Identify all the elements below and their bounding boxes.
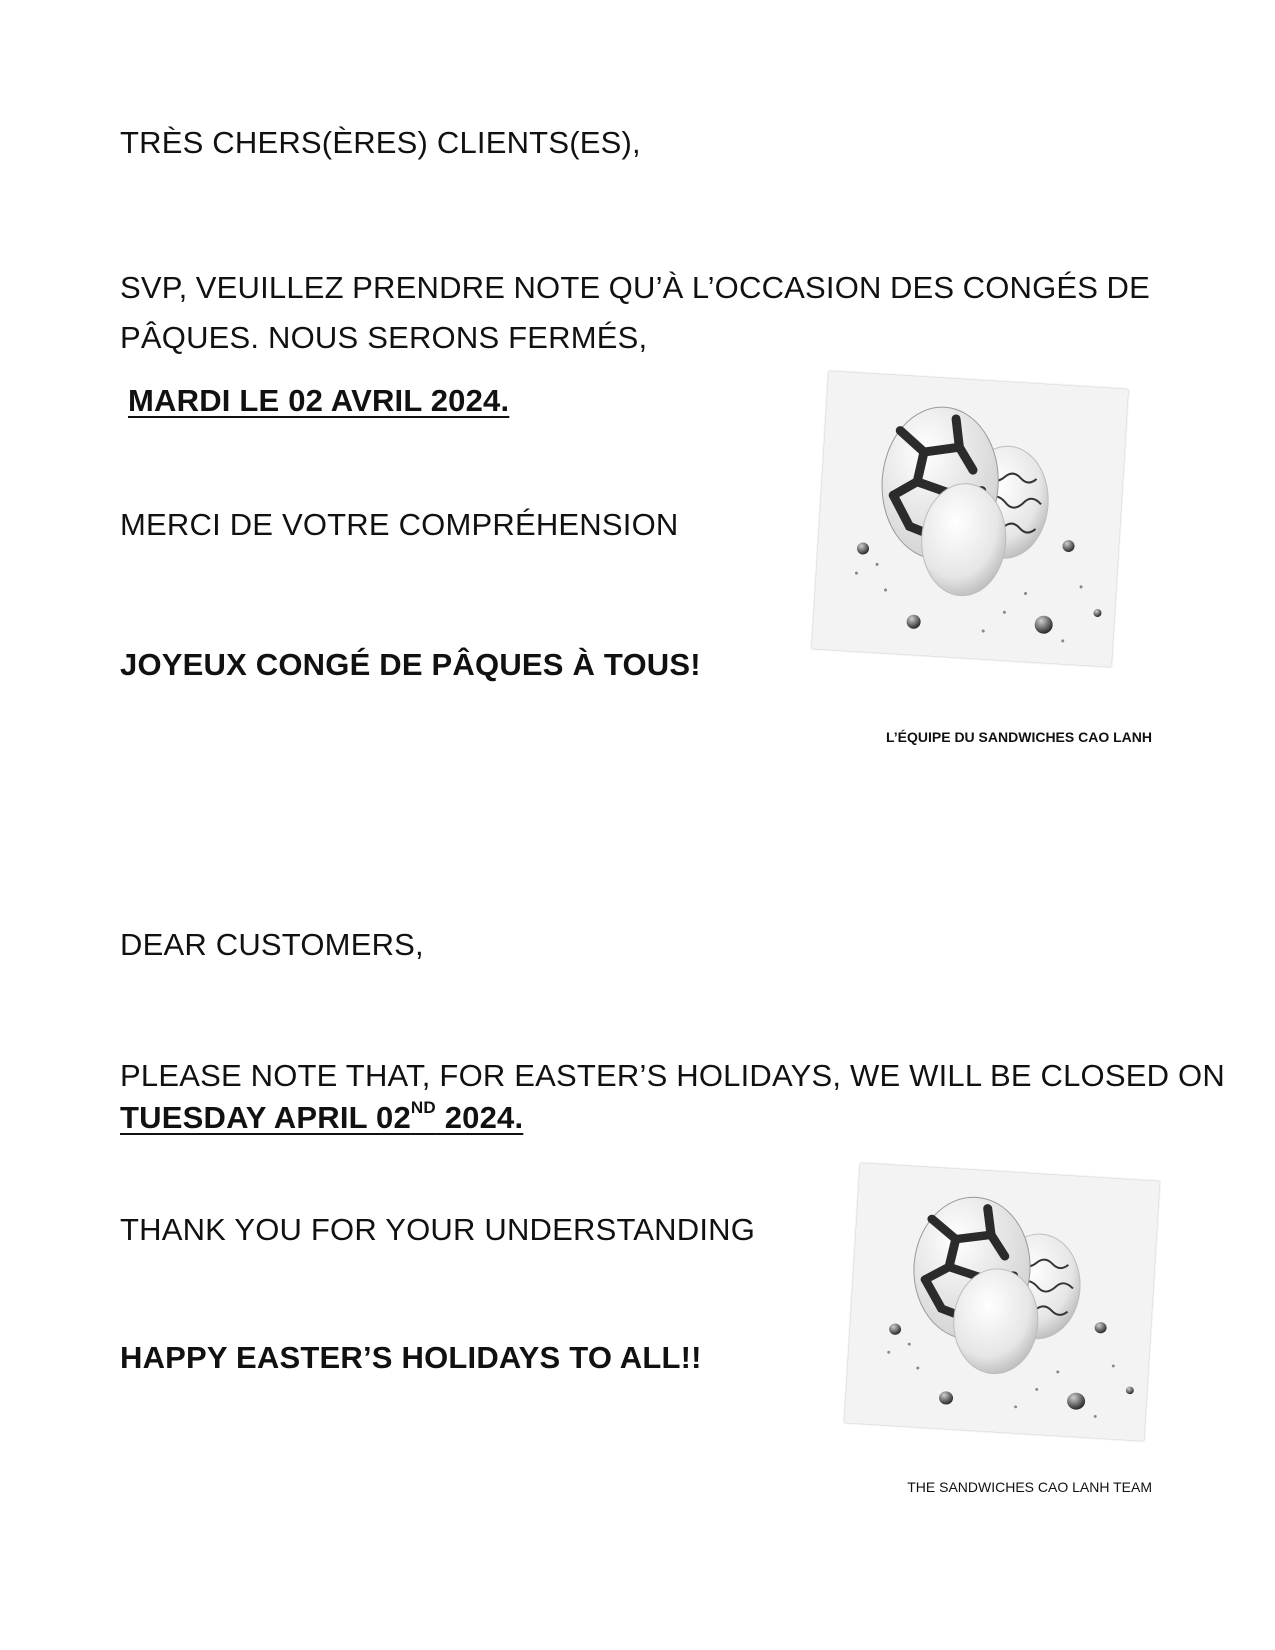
closed-date-prefix: TUESDAY APRIL 02 (120, 1100, 411, 1135)
english-signature: THE SANDWICHES CAO LANH TEAM (907, 1479, 1152, 1495)
english-thanks: THANK YOU FOR YOUR UNDERSTANDING (120, 1212, 756, 1247)
notice-word: SVP, (120, 270, 188, 305)
notice-word: PRENDRE (352, 270, 506, 305)
french-wishes: JOYEUX CONGÉ DE PÂQUES À TOUS! (120, 647, 701, 682)
notice-word: DE (1106, 270, 1150, 305)
french-signature: L’ÉQUIPE DU SANDWICHES CAO LANH (885, 729, 1152, 745)
notice-word: L’OCCASION (691, 270, 882, 305)
french-notice-line-1 (120, 268, 1150, 308)
closed-date-year: 2024. (435, 1100, 524, 1135)
notice-word: NOTE (513, 270, 601, 305)
notice-word: DES (889, 270, 955, 305)
easter-eggs-icon (812, 371, 1128, 667)
easter-eggs-image (844, 1163, 1159, 1441)
french-greeting: TRÈS CHERS(ÈRES) CLIENTS(ES), (120, 125, 641, 160)
french-notice-line-2: PÂQUES. NOUS SERONS FERMÉS, (120, 320, 648, 355)
english-notice-line-1: PLEASE NOTE THAT, FOR EASTER’S HOLIDAYS, WE WILL BE CLOSED ON (120, 1058, 1225, 1093)
english-wishes: HAPPY EASTER’S HOLIDAYS TO ALL!! (120, 1340, 702, 1375)
english-closed-date (120, 1098, 523, 1138)
easter-eggs-icon (844, 1163, 1159, 1441)
french-closed-date: MARDI LE 02 AVRIL 2024. (128, 383, 510, 418)
notice-word: VEUILLEZ (195, 270, 344, 305)
easter-eggs-image (812, 371, 1128, 667)
closed-date-suffix-ordinal: ND (410, 1097, 436, 1117)
french-thanks: MERCI DE VOTRE COMPRÉHENSION (120, 507, 679, 542)
notice-word: QU’À (608, 270, 684, 305)
notice-word: CONGÉS (962, 270, 1099, 305)
english-greeting: DEAR CUSTOMERS, (120, 927, 424, 962)
